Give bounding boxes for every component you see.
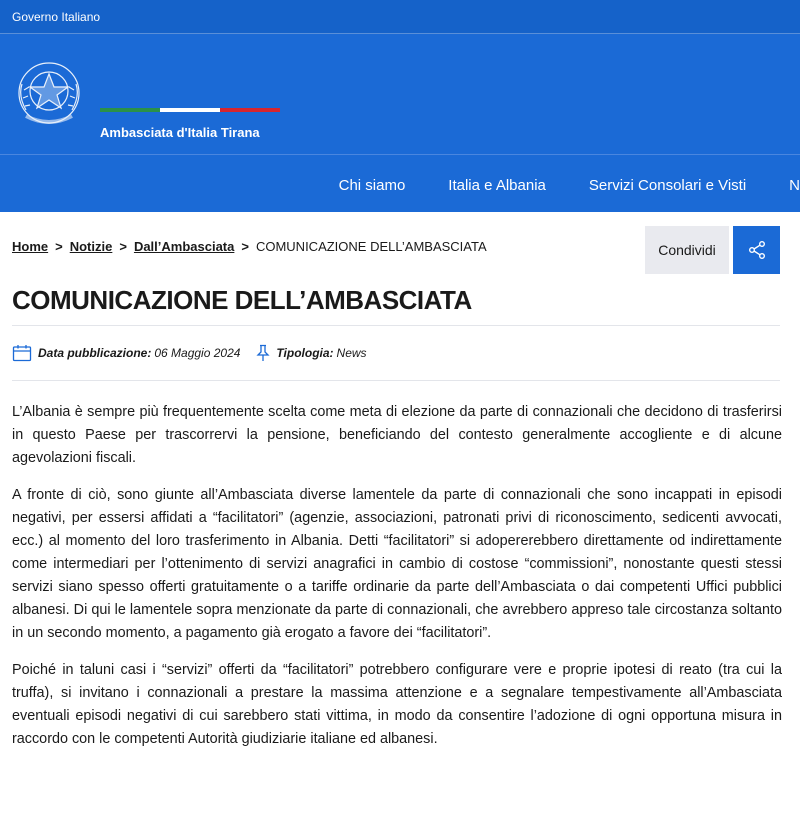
share-icon bbox=[747, 240, 767, 260]
emblem-icon[interactable] bbox=[12, 56, 86, 130]
flag-green bbox=[100, 108, 160, 112]
article-meta bbox=[12, 344, 367, 362]
nav-item-servizi-consolari[interactable]: Servizi Consolari e Visti bbox=[588, 177, 747, 194]
government-link[interactable]: Governo Italiano bbox=[12, 9, 101, 24]
share-button[interactable] bbox=[733, 226, 780, 274]
nav-item-chi-siamo[interactable]: Chi siamo bbox=[338, 177, 406, 194]
flag-red bbox=[220, 108, 280, 112]
type-value: News bbox=[336, 346, 367, 360]
site-header bbox=[0, 34, 800, 154]
site-name[interactable]: Ambasciata d'Italia Tirana bbox=[100, 125, 260, 140]
breadcrumb-separator: > bbox=[55, 239, 63, 254]
date-label: Data pubblicazione: bbox=[38, 346, 152, 360]
breadcrumb-home[interactable]: Home bbox=[12, 239, 49, 254]
main-nav bbox=[0, 154, 800, 212]
breadcrumb-section[interactable]: Dall’Ambasciata bbox=[133, 239, 235, 254]
tricolor-line bbox=[100, 108, 280, 112]
share-group bbox=[645, 226, 780, 274]
title-divider bbox=[12, 325, 780, 326]
meta-divider bbox=[12, 380, 780, 381]
nav-item-next[interactable]: N bbox=[789, 177, 800, 194]
top-bar bbox=[0, 0, 800, 34]
type-label: Tipologia: bbox=[276, 346, 334, 360]
article-paragraph: L’Albania è sempre più frequentemente scelta come meta di elezione da parte di connazionali che decidono di trasferirsi in questo Paese per trascorrervi la pensione, beneficiando del contesto generalmente accogliente e di alcune agevolazioni fiscali. bbox=[12, 404, 782, 466]
date-value: 06 Maggio 2024 bbox=[154, 346, 241, 360]
page-title: COMUNICAZIONE DELL’AMBASCIATA bbox=[12, 285, 472, 315]
nav-item-italia-albania[interactable]: Italia e Albania bbox=[448, 177, 546, 194]
share-label-button[interactable]: Condividi bbox=[645, 226, 729, 274]
article-paragraph: A fronte di ciò, sono giunte all’Ambasciata diverse lamentele da parte di connazionali che sono incappati in episodi negativi, per essersi affidati a “facilitatori” (agenzie, associazioni, patronati privi di riconoscimento, sedicenti avvocati, ecc.) al momento del loro trasferimento in Albania. Detti “facilitatori” si adopererebbero direttamente od indirettamente come intermediari per l’ottenimento di servizi anagrafici in cambio di costose “commissioni”, nonostante questi stessi servizi siano spesso offerti gratuitamente o a tariffe ordinarie da parte dell’Ambasciata o dai competenti Uffici pubblici albanesi. Di qui le lamentele sopra menzionate da parte di connazionali, che avrebbero appreso tale circostanza soltanto in un secondo momento, a pagamento già erogato a favore dei “facilitatori”. bbox=[12, 487, 782, 641]
breadcrumb-current: COMUNICAZIONE DELL’AMBASCIATA bbox=[255, 239, 487, 254]
pin-icon bbox=[256, 344, 270, 362]
breadcrumb bbox=[12, 239, 487, 254]
breadcrumb-separator: > bbox=[119, 239, 127, 254]
breadcrumb-notizie[interactable]: Notizie bbox=[69, 239, 113, 254]
calendar-icon bbox=[12, 344, 32, 362]
article-body bbox=[12, 401, 782, 765]
flag-white bbox=[160, 108, 220, 112]
article-paragraph: Poiché in taluni casi i “servizi” offerti da “facilitatori” potrebbero configurare vere e proprie ipotesi di reato (tra cui la truffa), si invitano i connazionali a prestare la massima attenzione e a segnalare tempestivamente all’Ambasciata eventuali episodi negativi di cui sarebbero stati vittima, in modo da consentire l’adozione di ogni opportuna misura in raccordo con le competenti Autorità giudiziarie italiane ed albanesi. bbox=[12, 662, 782, 747]
breadcrumb-separator: > bbox=[241, 239, 249, 254]
